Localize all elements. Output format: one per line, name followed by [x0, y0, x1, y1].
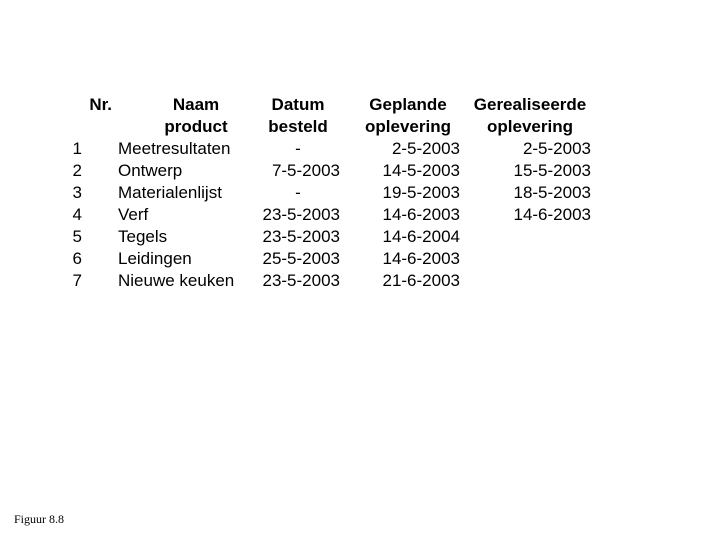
- row-naam: Meetresultaten: [118, 139, 231, 158]
- row-gerealiseerd: 14-6-2003: [513, 205, 591, 224]
- row-nr: 3: [72, 183, 82, 202]
- header-gerealiseerd: Gerealiseerde: [473, 95, 587, 114]
- row-gepland: 21-6-2003: [382, 271, 460, 290]
- row-datum: 25-5-2003: [262, 249, 340, 268]
- header-nr: Nr.: [89, 95, 112, 114]
- header-gerealiseerd-oplevering: oplevering: [487, 117, 573, 136]
- row-gepland: 14-5-2003: [382, 161, 460, 180]
- row-datum: -: [295, 139, 301, 158]
- row-datum: -: [295, 183, 301, 202]
- row-naam: Tegels: [118, 227, 168, 246]
- header-product: product: [164, 117, 228, 136]
- row-gepland: 19-5-2003: [382, 183, 460, 202]
- row-gepland: 14-6-2003: [382, 249, 460, 268]
- row-naam: Materialenlijst: [118, 183, 222, 202]
- header-besteld: besteld: [268, 117, 328, 136]
- row-gerealiseerd: 2-5-2003: [522, 139, 591, 158]
- row-gepland: 2-5-2003: [391, 139, 460, 158]
- row-gerealiseerd: 15-5-2003: [513, 161, 591, 180]
- row-nr: 1: [72, 139, 82, 158]
- row-naam: Leidingen: [118, 249, 192, 268]
- row-nr: 6: [72, 249, 82, 268]
- header-naam: Naam: [172, 95, 220, 114]
- figure-caption: Figuur 8.8: [14, 512, 65, 526]
- header-gepland: Geplande: [369, 95, 447, 114]
- row-gepland: 14-6-2003: [382, 205, 460, 224]
- row-datum: 23-5-2003: [262, 227, 340, 246]
- row-naam: Verf: [118, 205, 149, 224]
- row-gerealiseerd: 18-5-2003: [513, 183, 591, 202]
- row-datum: 23-5-2003: [262, 271, 340, 290]
- row-gepland: 14-6-2004: [382, 227, 460, 246]
- row-nr: 7: [72, 271, 82, 290]
- header-datum: Datum: [271, 95, 325, 114]
- row-datum: 23-5-2003: [262, 205, 340, 224]
- row-nr: 2: [72, 161, 82, 180]
- row-nr: 4: [72, 205, 82, 224]
- header-gepland-oplevering: oplevering: [365, 117, 451, 136]
- row-nr: 5: [72, 227, 82, 246]
- row-datum: 7-5-2003: [271, 161, 340, 180]
- row-naam: Ontwerp: [118, 161, 183, 180]
- row-naam: Nieuwe keuken: [118, 271, 235, 290]
